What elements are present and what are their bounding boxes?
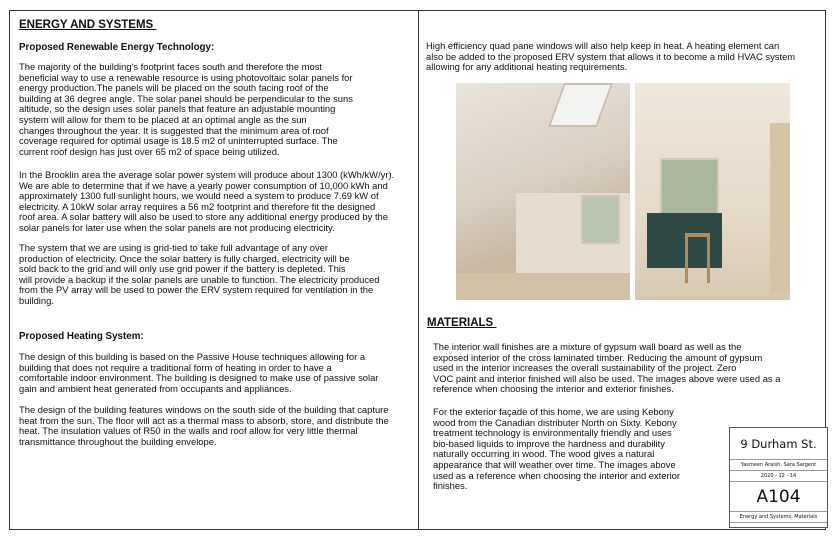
materials-paragraph-1: The interior wall finishes are a mixture of gypsum wall board as well as the exposed interior of the cross laminated timber. Reducing the amount of gypsum used in the interior increases the overall sustainability of the project. Zero VOC paint and interior finished will also be used. The images above were used as a reference when choosing the interior and exterior finishes.: [433, 341, 781, 395]
materials-heading: MATERIALS: [427, 317, 497, 329]
heating-paragraph-2: The design of the building features windows on the south side of the building that capture heat from the sun. The floor will act as a thermal mass to absorb, store, and distribute the heat. The insulation values of R50 in the walls and roof allow for very little thermal transmittance throughout the building envelope.: [19, 404, 389, 447]
heating-paragraph-3: High efficiency quad pane windows will also help keep in heat. A heating element can also be added to the proposed ERV system that allows it to become a mild HVAC system allowing for any additional heating requirements.: [426, 40, 796, 73]
window: [581, 195, 620, 244]
project-address: 9 Durham St.: [730, 428, 827, 460]
interior-photo-attic: [456, 83, 630, 300]
interior-photo-kitchen: [635, 83, 790, 300]
floor: [456, 273, 630, 300]
renewable-paragraph-2: In the Brooklin area the average solar power system will produce about 1300 (kWh/kW/yr). We are able to determine that if we have a yearly power consumption of 10,000 kWh and approximately 1300 full sunlight hours, we would need a system to produce 7.69 kW of electricity. A 10kW solar array requires a 56 m2 footprint and therefore fit the designed roof area. A solar battery will also be used to store any additional energy produced by the solar panels for later use when the solar panels are not producing electricity.: [19, 169, 395, 233]
window: [660, 158, 719, 217]
wood-wall: [770, 123, 790, 293]
heating-paragraph-1: The design of this building is based on the Passive House techniques allowing for a building that does not require a traditional form of heating in order to have a comfortable indoor environment. The building is designed to make use of passive solar gain and ambient heat generated from occupants and appliances.: [19, 351, 379, 394]
skylight: [548, 83, 613, 127]
title-block: [729, 427, 828, 528]
date: 2020 - 12 - 14: [730, 471, 827, 482]
renewable-paragraph-3: The system that we are using is grid-tied to take full advantage of any over production of electricity. Once the solar battery is fully charged, electricity will be sold back to the grid and will only use grid power if the battery is depleted. This will provide a backup if the solar panels are unable to function. The electricity produced from the PV array will be used to power the ERV system required for ventilation in the building.: [19, 242, 380, 306]
renewable-paragraph-1: The majority of the building's footprint faces south and therefore the most beneficial way to use a renewable resource is using photovoltaic solar panels for energy production.The panels will be placed on the south facing roof of the building at 36 degree angle. The solar panel should be perpendicular to the suns altitude, so the design uses solar panels that feature an adjustable mounting system will allow for them to be placed at an optimal angle as the sun changes throughout the year. It is suggested that the minimum area of roof coverage required for optimal usage is 18.5 m2 of uninterrupted surface. The current roof design has just over 65 m2 of space being utilized.: [19, 61, 353, 157]
authors: Yasmeen Araish, Sara Sargent: [730, 460, 827, 471]
renewable-energy-title: Proposed Renewable Energy Technology:: [19, 42, 215, 53]
sheet-number: A104: [730, 482, 827, 512]
materials-paragraph-2: For the exterior façade of this home, we are using Kebony wood from the Canadian distributer North on Sixty. Kebony treatment technology is environmentally friendly and uses bio-based liquids to improve the hardness and durability naturally occurring in wood. The wood gives a natural appearance that will weather over time. The images above used as a reference when choosing the interior and exterior finishes.: [433, 406, 681, 492]
stool: [685, 233, 710, 283]
sheet-title: Energy and Systems, Materials: [730, 512, 827, 523]
heating-system-title: Proposed Heating System:: [19, 331, 144, 342]
energy-systems-heading: ENERGY AND SYSTEMS: [19, 19, 157, 31]
column-divider: [418, 10, 419, 530]
